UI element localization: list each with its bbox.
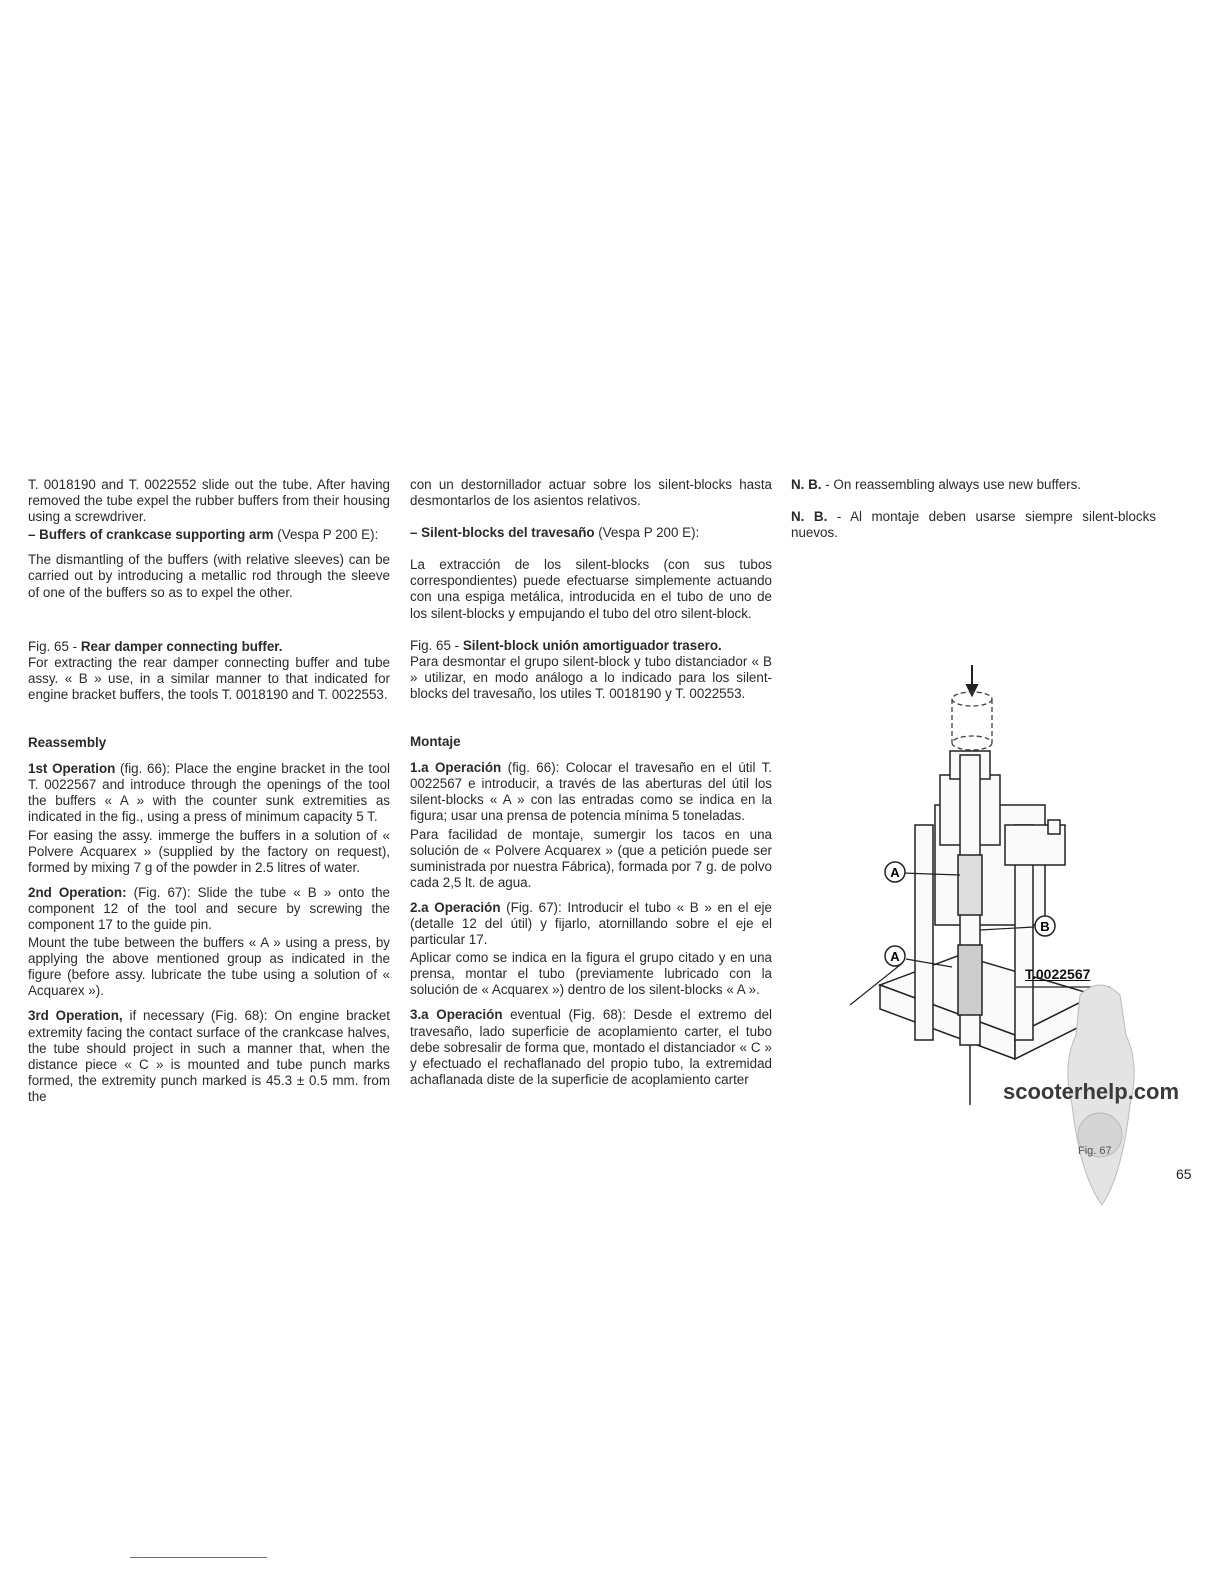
es-silent-title: – Silent-blocks del travesaño bbox=[410, 525, 595, 541]
es-op1 bbox=[410, 760, 772, 824]
en-fig65-text: For extracting the rear damper connecting buffer and tube assy. « B » use, in a similar manner to that indicated for engine bracket buffers, the tools T. 0018190 and T. 0022553. bbox=[28, 654, 390, 702]
en-op2-text: (Fig. 67): Slide the tube « B » onto the component 12 of the tool and secure by screwing the component 17 to the guide pin. bbox=[28, 884, 391, 932]
page-number: 65 bbox=[1176, 1166, 1192, 1182]
nb-label-en: N. B. bbox=[791, 477, 822, 492]
press-tool-figure bbox=[840, 665, 1170, 1215]
es-op2-text: (Fig. 67): Introducir el tubo « B » en el eje (detalle 12 del útil) y fijarlo, atornillando sobre el eje el particular 17. bbox=[410, 899, 772, 948]
callout-a-lower bbox=[885, 946, 905, 966]
nb-text-en: - On reassembling always use new buffers. bbox=[821, 477, 1082, 492]
en-buffers-suffix: (Vespa P 200 E): bbox=[273, 527, 379, 543]
en-op1-text: (fig. 66): Place the engine bracket in the tool T. 0022567 and introduce through the openings of the tool the buffers « A » with the counter sunk extremities as indicated in the fig., using a press of minimum capacity 5 T. bbox=[28, 761, 390, 825]
figure-caption: Fig. 67 bbox=[1078, 1145, 1112, 1157]
es-paragraph-1: con un destornillador actuar sobre los silent-blocks hasta desmontarlos de los asientos relativos. bbox=[410, 477, 772, 509]
nb-text-es: - Al montaje deben usarse siempre silent-blocks nuevos. bbox=[791, 509, 1156, 541]
es-op1-text: (fig. 66): Colocar el travesaño en el útil T. 0022567 e introducir, a través de las aberturas del útil los silent-blocks « A » con las entradas como se indica en la figura; usar una prensa de potencia mínima 5 toneladas. bbox=[410, 760, 772, 824]
es-fig65-text: Para desmontar el grupo silent-block y tubo distanciador « B » utilizar, en modo análogo a lo indicado para los silent-blocks del travesaño, los utiles T. 0018190 y T. 0022553. bbox=[410, 653, 772, 701]
callout-a-upper-label: A bbox=[890, 865, 900, 880]
en-op2-label: 2nd Operation: bbox=[28, 884, 127, 900]
en-op3 bbox=[28, 1008, 390, 1105]
tool-number-label: T.0022567 bbox=[1025, 966, 1091, 982]
es-fig65-title: Silent-block unión amortiguador trasero. bbox=[462, 637, 722, 653]
es-silent-heading bbox=[410, 525, 772, 541]
en-fig65-prefix: Fig. 65 - bbox=[28, 638, 81, 654]
es-op1-b: Para facilidad de montaje, sumergir los tacos en una solución de « Polvere Acquarex » (que a petición puede ser suministrada por nuestra Fábrica), formada por 7 g. de polvo cada 2,5 lt. de agua. bbox=[410, 826, 772, 890]
en-op2-b: Mount the tube between the buffers « A » using a press, by applying the above mentioned group as indicated in the figure (before assy. lubricate the tube using a solution of « Acquarex »). bbox=[28, 935, 390, 999]
es-fig65-prefix: Fig. 65 - bbox=[410, 637, 463, 653]
en-op2 bbox=[28, 885, 390, 933]
notes-column bbox=[791, 477, 1156, 541]
es-op2-b: Aplicar como se indica en la figura el grupo citado y en una prensa, montar el tubo (previamente lubricado con la solución de « Acquarex ») dentro de los silent-blocks « A ». bbox=[410, 950, 772, 998]
press-ram bbox=[952, 692, 992, 750]
english-column bbox=[28, 477, 390, 1105]
en-fig65-heading bbox=[28, 639, 390, 655]
es-silent-suffix: (Vespa P 200 E): bbox=[594, 525, 700, 541]
watermark-text: scooterhelp.com bbox=[1003, 1079, 1180, 1104]
en-reassembly-heading: Reassembly bbox=[28, 735, 107, 751]
es-op3-text: eventual (Fig. 68): Desde el extremo del travesaño, lado superficie de acoplamiento carter, el tubo debe sobresalir de forma que, montado el distanciador « C » y efectuado el rechaflanado del propio tubo, la extremidad achaflanada diste de la superficie de acoplamiento carter bbox=[410, 1007, 772, 1087]
en-fig65-title: Rear damper connecting buffer. bbox=[80, 638, 283, 654]
en-paragraph-1: T. 0018190 and T. 0022552 slide out the tube. After having removed the tube expel the rubber buffers from their housing using a screwdriver. bbox=[28, 477, 390, 525]
en-buffers-title: – Buffers of crankcase supporting arm bbox=[28, 527, 274, 543]
es-op2 bbox=[410, 900, 772, 948]
es-fig65-heading bbox=[410, 638, 772, 654]
callout-b bbox=[1035, 916, 1055, 936]
es-op3-label: 3.a Operación bbox=[410, 1007, 503, 1023]
tool-body bbox=[880, 751, 1095, 1105]
en-buffers-heading bbox=[28, 527, 390, 543]
es-montaje-heading: Montaje bbox=[410, 734, 461, 750]
callout-a-lower-label: A bbox=[890, 949, 900, 964]
en-paragraph-2: The dismantling of the buffers (with relative sleeves) can be carried out by introducing a metallic rod through the sleeve of one of the buffers so as to expel the other. bbox=[28, 552, 390, 600]
bottom-rule bbox=[130, 1557, 267, 1558]
spanish-column bbox=[410, 477, 772, 1088]
es-op3 bbox=[410, 1007, 772, 1087]
press-arrow-icon bbox=[967, 665, 977, 695]
en-op3-text: if necessary (Fig. 68): On engine bracket extremity facing the contact surface of the crankcase halves, the tube should project in such a manner that, when the distance piece « C » is mounted and tube punch marks formed, the extremity punch marked is 45.3 ± 0.5 mm. from the bbox=[28, 1008, 391, 1104]
en-op1 bbox=[28, 761, 390, 825]
en-op1-label: 1st Operation bbox=[28, 761, 116, 777]
nb-spanish bbox=[791, 509, 1156, 541]
es-op1-label: 1.a Operación bbox=[410, 760, 502, 776]
nb-label-es: N. B. bbox=[791, 509, 828, 525]
es-op2-label: 2.a Operación bbox=[410, 899, 501, 915]
nb-english bbox=[791, 477, 1156, 493]
en-op3-label: 3rd Operation, bbox=[28, 1008, 123, 1024]
en-op1-b: For easing the assy. immerge the buffers in a solution of « Polvere Acquarex » (supplied by the factory on request), formed by mixing 7 g of the powder in 2.5 litres of water. bbox=[28, 827, 390, 875]
es-paragraph-2: La extracción de los silent-blocks (con sus tubos correspondientes) puede efectuarse simplemente actuando con una espiga metálica, introducida en el tubo de uno de los silent-blocks y empujando el tubo del otro silent-block. bbox=[410, 557, 772, 621]
callout-b-label: B bbox=[1040, 919, 1050, 934]
callout-a-upper bbox=[885, 862, 905, 882]
